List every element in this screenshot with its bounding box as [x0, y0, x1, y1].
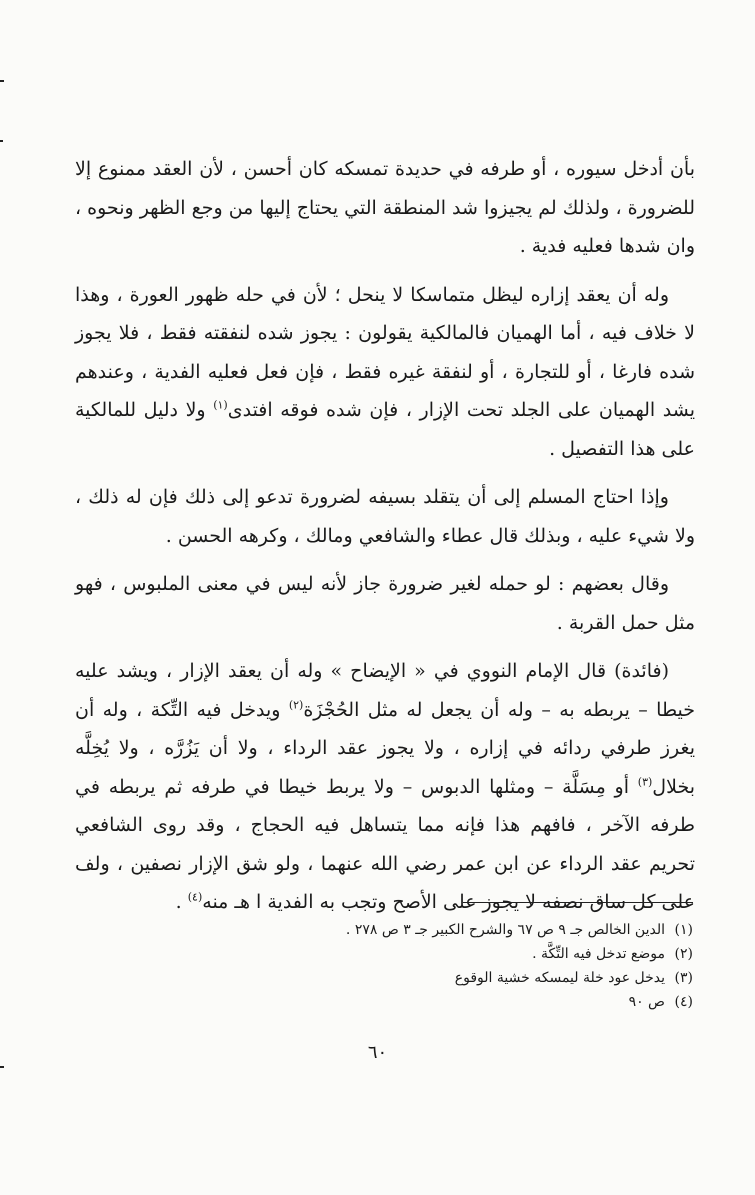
footnote-4-text: ص ٩٠ — [628, 994, 665, 1010]
footnotes — [133, 918, 693, 1014]
footnote-1-text: الدين الخالص جـ ٩ ص ٦٧ والشرح الكبير جـ ٣ ص ٢٧٨ . — [345, 922, 665, 938]
paragraph-5-end: . — [175, 891, 188, 913]
paragraph-4 — [75, 565, 695, 642]
paragraph-4-text: وقال بعضهم : لو حمله لغير ضرورة جاز لأنه ليس في معنى الملبوس ، فهو مثل حمل القربة . — [75, 573, 695, 634]
footnote-4 — [133, 990, 693, 1014]
footnote-ref-4: (٤) — [187, 890, 203, 904]
footnote-ref-3: (٣) — [637, 775, 653, 789]
footnote-3-text: يدخل عود خلة ليمسكه خشية الوقوع — [454, 970, 665, 986]
main-text — [75, 150, 695, 932]
page-number: ٦٠ — [367, 1042, 388, 1063]
footnote-2 — [133, 942, 693, 966]
paragraph-2-end: ولا دليل للمالكية على هذا التفصيل . — [75, 399, 695, 460]
footnote-3 — [133, 966, 693, 990]
footnote-ref-2: (٢) — [288, 698, 304, 712]
footnote-1 — [133, 918, 693, 942]
paragraph-2 — [75, 276, 695, 469]
footnote-2-number: (٢) — [674, 946, 693, 962]
scan-mark-3 — [0, 1066, 4, 1068]
paragraph-1 — [75, 150, 695, 266]
scan-mark-1 — [0, 80, 4, 82]
footnote-divider — [463, 902, 693, 903]
paragraph-5-text-a: (فائدة) قال الإمام النووي في « الإيضاح » وله أن يعقد الإزار ، ويشد عليه خيطا – يربطه به – وله أن يجعل له مثل الحُجْزَة — [75, 660, 696, 721]
paragraph-3-text: وإذا احتاج المسلم إلى أن يتقلد بسيفه لضرورة تدعو إلى ذلك فإن له ذلك ، ولا شيء عليه ، وبذلك قال عطاء والشافعي ومالك ، وكرهه الحسن . — [75, 486, 695, 547]
footnote-3-number: (٣) — [674, 970, 693, 986]
footnote-1-number: (١) — [674, 922, 693, 938]
paragraph-3 — [75, 478, 695, 555]
paragraph-5-text-b: ويدخل فيه التِّكة ، وله أن يغرز طرفي ردائه في إزاره ، ولا يجوز عقد الرداء ، ولا أن يَزُرَّه ، ولا يُخِلَّه بخلال — [75, 698, 695, 798]
paragraph-5-text-c: أو مِسَلَّة – ومثلها الدبوس – ولا يربط خيطا في طرفه ثم يربطه في طرفه الآخر ، فافهم هذا فإنه مما يتساهل فيه الحجاج ، وقد روى الشافعي تحريم عقد الرداء عن ابن عمر رضي الله عنهما ، ولو شق الإزار نصفين ، ولف على كل ساق نصفه لا يجوز على الأصح وتجب به الفدية ا هـ منه — [75, 775, 695, 913]
scan-mark-2 — [0, 140, 3, 142]
paragraph-1-text: بأن أدخل سيوره ، أو طرفه في حديدة تمسكه كان أحسن ، لأن العقد ممنوع إلا للضرورة ، ولذلك لم يجيزوا شد المنطقة التي يحتاج إليها من وجع الظهر ونحوه ، وان شدها فعليه فدية . — [74, 158, 695, 257]
footnote-2-text: موضع تدخل فيه التِّكَّة . — [532, 946, 665, 962]
footnote-ref-1: (١) — [213, 398, 228, 412]
footnote-4-number: (٤) — [674, 994, 693, 1010]
paragraph-2-text: وله أن يعقد إزاره ليظل متماسكا لا ينحل ؛ لأن في حله ظهور العورة ، وهذا لا خلاف فيه ، أما الهميان فالمالكية يقولون : يجوز شده لنفقته فقط ، فلا يجوز شده فارغا ، أو للتجارة ، أو لنفقة غيره فقط ، فإن فعل فعليه الفدية ، وعندهم يشد الهميان على الجلد تحت الإزار ، فإن شده فوقه افتدى — [75, 283, 695, 421]
paragraph-5 — [75, 652, 695, 922]
